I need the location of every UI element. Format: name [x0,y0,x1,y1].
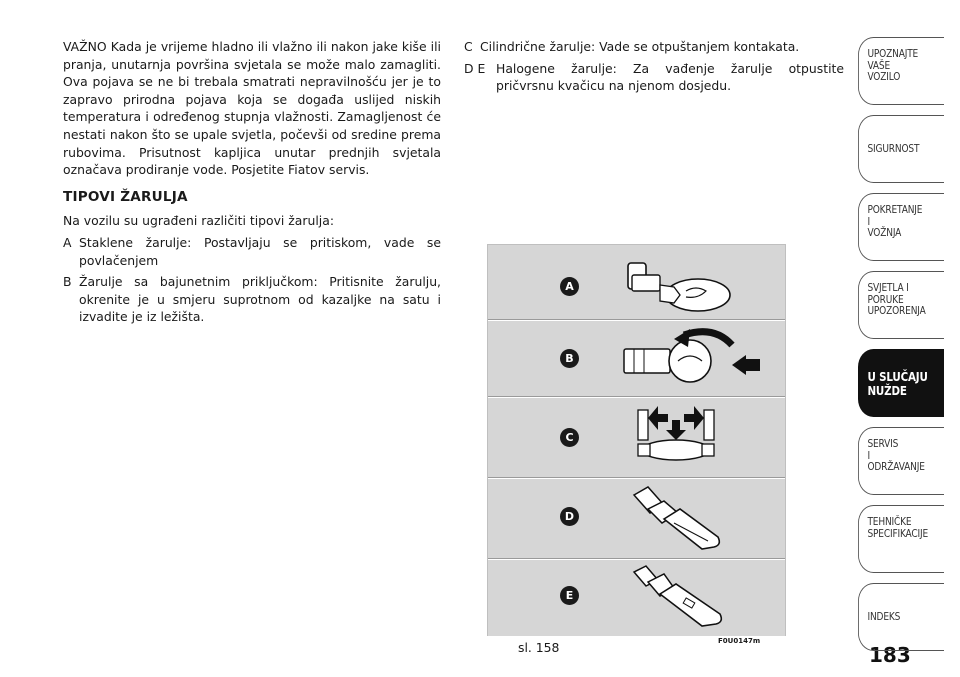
list-item-letter: B [63,274,72,290]
tab-svjetla[interactable]: SVJETLA I PORUKE UPOZORENJA [858,271,944,339]
tab-pokretanje[interactable]: POKRETANJE I VOŽNJA [858,193,944,261]
list-item-a [63,234,441,269]
intro-text: Na vozilu su ugrađeni različiti tipovi žarulja: [63,213,334,229]
right-column [464,38,844,99]
panel-label-a: A [560,277,579,296]
panel-label-d: D [560,507,579,526]
figure-panel-d [488,479,785,559]
panel-label-e: E [560,586,579,605]
figure-panel-e [488,560,785,636]
tab-sigurnost[interactable]: SIGURNOST [858,115,944,183]
glass-bulb-icon [488,245,785,320]
list-item-text: Žarulje sa bajunetnim priključkom: Pritisnite žarulju, okrenite je u smjeru suprotnom od kazaljke na satu i izvadite je iz ležišta. [79,274,441,325]
list-item-letter: C [464,39,473,54]
tab-u-slucaju-nuzde[interactable]: U SLUČAJU NUŽDE [858,349,944,417]
list-item-de [464,60,844,95]
tab-indeks[interactable]: INDEKS [858,583,944,651]
figure-code: F0U0147m [718,637,761,645]
chapter-sidebar [858,37,960,661]
bulb-types-figure [487,244,786,636]
list-item-text: Staklene žarulje: Postavljaju se pritiskom, vade se povlačenjem [79,234,441,268]
list-item-b [63,273,441,326]
figure-panel-c [488,398,785,478]
figure-panel-a [488,245,785,320]
bayonet-bulb-icon [488,321,785,397]
list-item-letter: D E [464,60,486,76]
warning-paragraph: VAŽNO Kada je vrijeme hladno ili vlažno ili nakon jake kiše ili pranja, unutarnja površina svjetala se može malo zamagliti. Ova pojava se ne bi trebala smatrati nepravilnošću jer je to zapravo prirodna pojava koja se događa uslijed niskih temperatura i određenog stupnja vlažnosti. Zamagljenost će nestati nakon što se upale svjetla, počevši od sredine prema rubovima. Prisutnost kapljica unutar prednjih svjetala označava prodiranje vode. Posjetite Fiatov servis. [63,39,441,178]
tab-servis[interactable]: SERVIS I ODRŽAVANJE [858,427,944,495]
list-item-letter: A [63,234,72,250]
list-item-text: Halogene žarulje: Za vađenje žarulje otpustite pričvrsnu kvačicu na njenom dosjedu. [496,60,844,94]
tab-tehnicke[interactable]: TEHNIČKE SPECIFIKACIJE [858,505,944,573]
halogen-bulb-d-icon [488,479,785,559]
figure-caption: sl. 158 [518,640,560,655]
left-column [63,38,441,330]
list-item-text: Cilindrične žarulje: Vade se otpuštanjem kontakata. [480,39,800,54]
halogen-bulb-e-icon [488,560,785,636]
tab-upoznajte[interactable]: UPOZNAJTE VAŠE VOZILO [858,37,944,105]
panel-label-c: C [560,428,579,447]
list-item-c [464,38,844,56]
cylindrical-bulb-icon [488,398,785,478]
figure-panel-b [488,321,785,397]
page-number: 183 [869,643,911,667]
panel-label-b: B [560,349,579,368]
section-heading: TIPOVI ŽARULJA [63,188,188,205]
